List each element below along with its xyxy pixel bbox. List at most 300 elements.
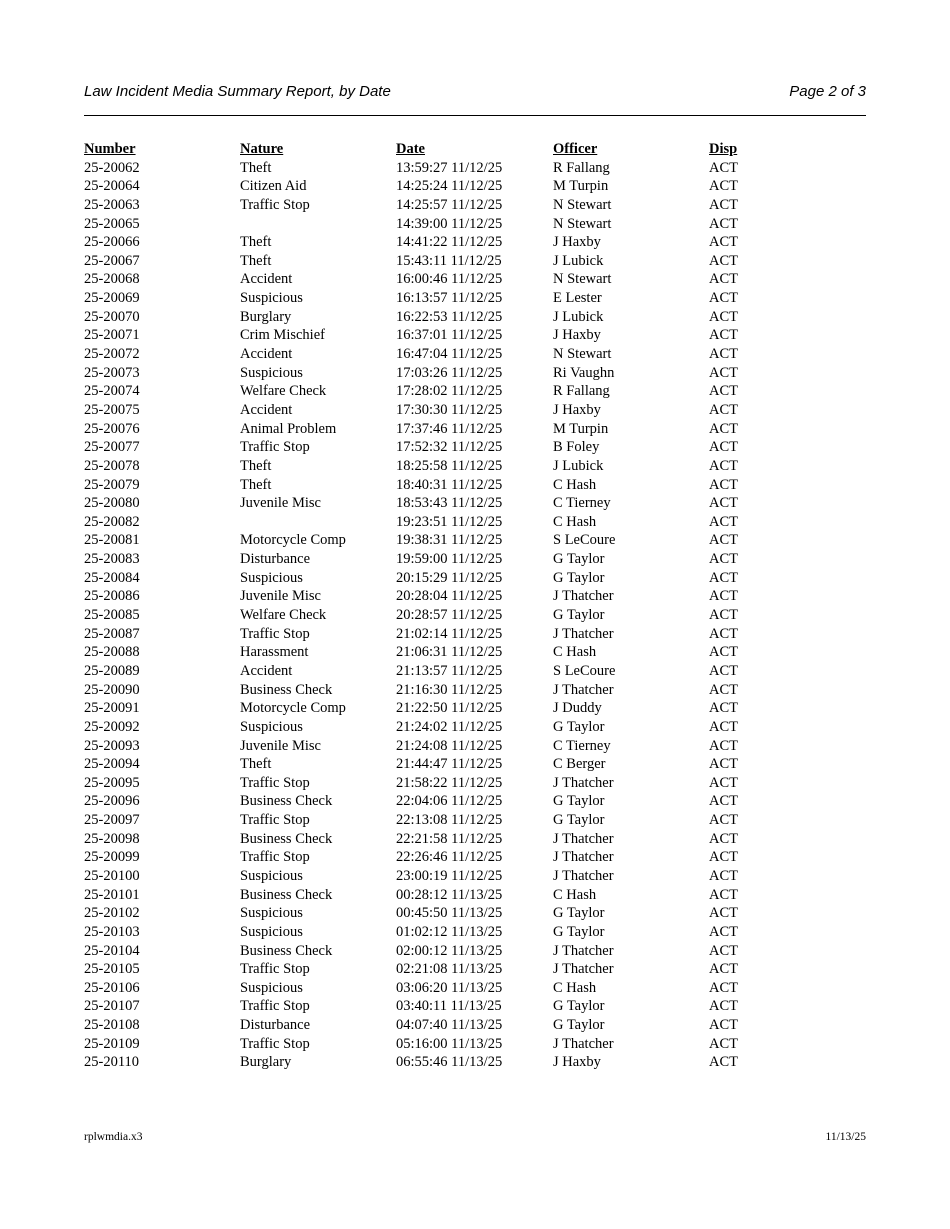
cell-disp: ACT (709, 774, 738, 791)
cell-date: 02:00:12 11/13/25 (396, 942, 503, 959)
cell-number: 25-20079 (84, 476, 140, 493)
table-row (84, 457, 884, 476)
cell-officer: G Taylor (553, 923, 605, 940)
cell-disp: ACT (709, 1054, 738, 1071)
cell-date: 14:25:57 11/12/25 (396, 196, 503, 213)
cell-date: 17:30:30 11/12/25 (396, 401, 503, 418)
cell-nature: Burglary (240, 308, 292, 325)
cell-date: 05:16:00 11/13/25 (396, 1035, 503, 1052)
cell-nature: Motorcycle Comp (240, 532, 346, 549)
cell-nature: Suspicious (240, 923, 303, 940)
cell-date: 21:24:02 11/12/25 (396, 718, 503, 735)
table-row (84, 923, 884, 942)
cell-officer: M Turpin (553, 178, 609, 195)
cell-nature: Suspicious (240, 905, 303, 922)
cell-number: 25-20063 (84, 196, 140, 213)
column-header-date: Date (396, 141, 425, 157)
cell-nature: Disturbance (240, 551, 311, 568)
table-row (84, 382, 884, 401)
cell-date: 01:02:12 11/13/25 (396, 923, 503, 940)
table-row (84, 513, 884, 532)
cell-disp: ACT (709, 979, 738, 996)
cell-date: 16:47:04 11/12/25 (396, 346, 503, 363)
cell-nature: Accident (240, 401, 293, 418)
cell-nature: Burglary (240, 1054, 292, 1071)
cell-date: 21:22:50 11/12/25 (396, 700, 503, 717)
cell-number: 25-20088 (84, 644, 140, 661)
cell-date: 14:25:24 11/12/25 (396, 178, 503, 195)
table-row (84, 737, 884, 756)
cell-nature: Juvenile Misc (240, 495, 321, 512)
cell-disp: ACT (709, 867, 738, 884)
cell-disp: ACT (709, 308, 738, 325)
report-title: Law Incident Media Summary Report, by Date (84, 83, 391, 100)
cell-number: 25-20068 (84, 271, 140, 288)
cell-officer: J Lubick (553, 308, 604, 325)
cell-disp: ACT (709, 849, 738, 866)
cell-number: 25-20072 (84, 346, 140, 363)
cell-officer: J Thatcher (553, 588, 614, 605)
cell-disp: ACT (709, 905, 738, 922)
cell-nature: Crim Mischief (240, 327, 325, 344)
incident-table (84, 140, 884, 1072)
cell-number: 25-20086 (84, 588, 140, 605)
cell-nature: Traffic Stop (240, 812, 310, 829)
cell-nature: Welfare Check (240, 383, 327, 400)
table-row (84, 848, 884, 867)
table-row (84, 345, 884, 364)
cell-disp: ACT (709, 290, 738, 307)
cell-date: 06:55:46 11/13/25 (396, 1054, 503, 1071)
cell-date: 21:24:08 11/12/25 (396, 737, 503, 754)
cell-officer: C Hash (553, 513, 597, 530)
cell-disp: ACT (709, 737, 738, 754)
cell-disp: ACT (709, 607, 738, 624)
cell-nature: Welfare Check (240, 607, 327, 624)
cell-disp: ACT (709, 569, 738, 586)
cell-disp: ACT (709, 346, 738, 363)
cell-officer: J Haxby (553, 401, 601, 418)
cell-officer: N Stewart (553, 215, 612, 232)
cell-date: 17:52:32 11/12/25 (396, 439, 503, 456)
cell-date: 21:16:30 11/12/25 (396, 681, 503, 698)
cell-number: 25-20106 (84, 979, 140, 996)
cell-officer: N Stewart (553, 196, 612, 213)
cell-number: 25-20098 (84, 830, 140, 847)
table-row (84, 979, 884, 998)
table-row (84, 1035, 884, 1054)
cell-number: 25-20092 (84, 718, 140, 735)
cell-number: 25-20103 (84, 923, 140, 940)
cell-disp: ACT (709, 644, 738, 661)
cell-officer: J Haxby (553, 327, 601, 344)
cell-date: 17:37:46 11/12/25 (396, 420, 503, 437)
cell-officer: C Hash (553, 476, 597, 493)
cell-nature: Suspicious (240, 718, 303, 735)
cell-number: 25-20093 (84, 737, 140, 754)
cell-officer: G Taylor (553, 1017, 605, 1034)
table-row (84, 942, 884, 961)
cell-nature: Theft (240, 234, 272, 251)
cell-disp: ACT (709, 625, 738, 642)
table-row (84, 811, 884, 830)
cell-date: 16:13:57 11/12/25 (396, 290, 503, 307)
cell-number: 25-20073 (84, 364, 140, 381)
table-row (84, 755, 884, 774)
cell-date: 16:37:01 11/12/25 (396, 327, 503, 344)
cell-disp: ACT (709, 495, 738, 512)
cell-officer: G Taylor (553, 998, 605, 1015)
cell-nature: Traffic Stop (240, 998, 310, 1015)
cell-disp: ACT (709, 439, 738, 456)
table-row (84, 1053, 884, 1072)
cell-officer: J Thatcher (553, 681, 614, 698)
cell-date: 23:00:19 11/12/25 (396, 867, 503, 884)
cell-disp: ACT (709, 159, 738, 176)
cell-date: 17:28:02 11/12/25 (396, 383, 503, 400)
cell-disp: ACT (709, 383, 738, 400)
cell-officer: C Tierney (553, 737, 611, 754)
cell-number: 25-20089 (84, 662, 140, 679)
cell-disp: ACT (709, 252, 738, 269)
cell-number: 25-20062 (84, 159, 140, 176)
table-row (84, 718, 884, 737)
cell-number: 25-20091 (84, 700, 140, 717)
cell-officer: J Thatcher (553, 961, 614, 978)
cell-nature: Juvenile Misc (240, 588, 321, 605)
cell-officer: J Thatcher (553, 942, 614, 959)
cell-disp: ACT (709, 812, 738, 829)
cell-number: 25-20101 (84, 886, 140, 903)
cell-number: 25-20074 (84, 383, 140, 400)
cell-officer: R Fallang (553, 159, 610, 176)
footer-print-date: 11/13/25 (825, 1131, 866, 1143)
cell-date: 22:13:08 11/12/25 (396, 812, 503, 829)
table-row (84, 681, 884, 700)
cell-number: 25-20095 (84, 774, 140, 791)
cell-officer: G Taylor (553, 569, 605, 586)
table-row (84, 867, 884, 886)
cell-officer: J Lubick (553, 252, 604, 269)
cell-disp: ACT (709, 1035, 738, 1052)
table-header-row (84, 140, 884, 159)
report-header (84, 83, 866, 101)
cell-disp: ACT (709, 718, 738, 735)
cell-nature: Business Check (240, 942, 333, 959)
footer-report-code: rplwmdia.x3 (84, 1131, 143, 1143)
cell-date: 02:21:08 11/13/25 (396, 961, 503, 978)
table-row (84, 438, 884, 457)
cell-disp: ACT (709, 681, 738, 698)
cell-date: 14:39:00 11/12/25 (396, 215, 503, 232)
cell-officer: J Lubick (553, 457, 604, 474)
table-row (84, 476, 884, 495)
cell-number: 25-20081 (84, 532, 140, 549)
table-row (84, 252, 884, 271)
table-row (84, 233, 884, 252)
cell-disp: ACT (709, 961, 738, 978)
cell-disp: ACT (709, 923, 738, 940)
cell-nature: Suspicious (240, 867, 303, 884)
table-row (84, 904, 884, 923)
cell-officer: J Haxby (553, 1054, 601, 1071)
table-row (84, 606, 884, 625)
table-row (84, 159, 884, 178)
cell-disp: ACT (709, 793, 738, 810)
cell-number: 25-20080 (84, 495, 140, 512)
cell-officer: C Hash (553, 979, 597, 996)
cell-number: 25-20076 (84, 420, 140, 437)
cell-number: 25-20065 (84, 215, 140, 232)
cell-number: 25-20078 (84, 457, 140, 474)
cell-nature: Business Check (240, 681, 333, 698)
table-row (84, 625, 884, 644)
cell-nature: Business Check (240, 830, 333, 847)
cell-date: 16:00:46 11/12/25 (396, 271, 503, 288)
table-row (84, 196, 884, 215)
cell-nature: Accident (240, 662, 293, 679)
column-header-disp: Disp (709, 141, 738, 157)
cell-officer: J Haxby (553, 234, 601, 251)
cell-date: 00:28:12 11/13/25 (396, 886, 503, 903)
cell-officer: J Thatcher (553, 867, 614, 884)
cell-number: 25-20064 (84, 178, 140, 195)
cell-disp: ACT (709, 551, 738, 568)
cell-disp: ACT (709, 420, 738, 437)
cell-number: 25-20084 (84, 569, 140, 586)
header-divider (84, 115, 866, 116)
table-row (84, 308, 884, 327)
cell-nature: Theft (240, 476, 272, 493)
cell-disp: ACT (709, 196, 738, 213)
cell-number: 25-20090 (84, 681, 140, 698)
cell-nature: Suspicious (240, 364, 303, 381)
cell-disp: ACT (709, 886, 738, 903)
cell-date: 03:06:20 11/13/25 (396, 979, 503, 996)
cell-date: 20:15:29 11/12/25 (396, 569, 503, 586)
cell-disp: ACT (709, 830, 738, 847)
cell-officer: G Taylor (553, 812, 605, 829)
cell-date: 20:28:04 11/12/25 (396, 588, 503, 605)
cell-disp: ACT (709, 215, 738, 232)
cell-disp: ACT (709, 662, 738, 679)
cell-nature: Suspicious (240, 569, 303, 586)
cell-disp: ACT (709, 271, 738, 288)
cell-nature: Business Check (240, 886, 333, 903)
table-row (84, 270, 884, 289)
cell-disp: ACT (709, 588, 738, 605)
table-row (84, 569, 884, 588)
cell-date: 16:22:53 11/12/25 (396, 308, 503, 325)
cell-date: 15:43:11 11/12/25 (396, 252, 502, 269)
table-row (84, 792, 884, 811)
table-row (84, 643, 884, 662)
cell-number: 25-20100 (84, 867, 140, 884)
cell-date: 21:02:14 11/12/25 (396, 625, 503, 642)
cell-date: 19:59:00 11/12/25 (396, 551, 503, 568)
cell-date: 04:07:40 11/13/25 (396, 1017, 503, 1034)
cell-officer: C Hash (553, 886, 597, 903)
cell-number: 25-20107 (84, 998, 140, 1015)
cell-nature: Traffic Stop (240, 625, 310, 642)
cell-number: 25-20105 (84, 961, 140, 978)
cell-nature: Accident (240, 271, 293, 288)
cell-officer: N Stewart (553, 346, 612, 363)
cell-nature: Theft (240, 159, 272, 176)
cell-officer: C Hash (553, 644, 597, 661)
table-row (84, 550, 884, 569)
cell-disp: ACT (709, 532, 738, 549)
cell-disp: ACT (709, 178, 738, 195)
cell-disp: ACT (709, 364, 738, 381)
cell-date: 18:25:58 11/12/25 (396, 457, 503, 474)
cell-disp: ACT (709, 756, 738, 773)
cell-number: 25-20097 (84, 812, 140, 829)
cell-number: 25-20067 (84, 252, 140, 269)
cell-date: 20:28:57 11/12/25 (396, 607, 503, 624)
table-row (84, 662, 884, 681)
cell-officer: J Thatcher (553, 774, 614, 791)
cell-officer: S LeCoure (553, 662, 616, 679)
cell-disp: ACT (709, 998, 738, 1015)
table-row (84, 1016, 884, 1035)
cell-nature: Motorcycle Comp (240, 700, 346, 717)
cell-date: 21:13:57 11/12/25 (396, 662, 503, 679)
cell-nature: Theft (240, 252, 272, 269)
cell-disp: ACT (709, 401, 738, 418)
table-row (84, 587, 884, 606)
table-row (84, 774, 884, 793)
cell-officer: B Foley (553, 439, 600, 456)
table-row (84, 699, 884, 718)
table-row (84, 997, 884, 1016)
cell-nature: Harassment (240, 644, 309, 661)
table-row (84, 830, 884, 849)
cell-officer: J Duddy (553, 700, 602, 717)
cell-disp: ACT (709, 476, 738, 493)
cell-disp: ACT (709, 942, 738, 959)
cell-date: 18:53:43 11/12/25 (396, 495, 503, 512)
cell-date: 03:40:11 11/13/25 (396, 998, 502, 1015)
cell-officer: G Taylor (553, 607, 605, 624)
cell-disp: ACT (709, 234, 738, 251)
table-row (84, 886, 884, 905)
cell-number: 25-20077 (84, 439, 140, 456)
cell-nature: Traffic Stop (240, 961, 310, 978)
cell-officer: J Thatcher (553, 849, 614, 866)
table-row (84, 401, 884, 420)
cell-date: 18:40:31 11/12/25 (396, 476, 503, 493)
cell-number: 25-20110 (84, 1054, 140, 1071)
cell-officer: S LeCoure (553, 532, 616, 549)
cell-number: 25-20102 (84, 905, 140, 922)
cell-disp: ACT (709, 1017, 738, 1034)
table-row (84, 531, 884, 550)
cell-date: 14:41:22 11/12/25 (396, 234, 503, 251)
cell-nature: Traffic Stop (240, 1035, 310, 1052)
cell-disp: ACT (709, 513, 738, 530)
table-row (84, 215, 884, 234)
page-indicator: Page 2 of 3 (789, 83, 866, 100)
cell-date: 19:38:31 11/12/25 (396, 532, 503, 549)
cell-number: 25-20109 (84, 1035, 140, 1052)
cell-officer: M Turpin (553, 420, 609, 437)
cell-date: 19:23:51 11/12/25 (396, 513, 503, 530)
cell-officer: G Taylor (553, 905, 605, 922)
cell-nature: Animal Problem (240, 420, 337, 437)
cell-number: 25-20104 (84, 942, 140, 959)
cell-number: 25-20085 (84, 607, 140, 624)
cell-nature: Disturbance (240, 1017, 311, 1034)
cell-number: 25-20075 (84, 401, 140, 418)
column-header-nature: Nature (240, 141, 284, 157)
cell-officer: E Lester (553, 290, 602, 307)
table-row (84, 364, 884, 383)
cell-date: 17:03:26 11/12/25 (396, 364, 503, 381)
table-row (84, 960, 884, 979)
cell-date: 21:06:31 11/12/25 (396, 644, 503, 661)
cell-number: 25-20066 (84, 234, 140, 251)
cell-number: 25-20082 (84, 513, 140, 530)
table-row (84, 326, 884, 345)
cell-number: 25-20099 (84, 849, 140, 866)
cell-date: 22:26:46 11/12/25 (396, 849, 503, 866)
cell-nature: Citizen Aid (240, 178, 307, 195)
cell-officer: G Taylor (553, 551, 605, 568)
cell-number: 25-20096 (84, 793, 140, 810)
cell-number: 25-20071 (84, 327, 140, 344)
cell-officer: Ri Vaughn (553, 364, 615, 381)
cell-nature: Traffic Stop (240, 849, 310, 866)
cell-officer: N Stewart (553, 271, 612, 288)
cell-disp: ACT (709, 457, 738, 474)
cell-number: 25-20083 (84, 551, 140, 568)
cell-officer: J Thatcher (553, 1035, 614, 1052)
cell-nature: Traffic Stop (240, 196, 310, 213)
cell-officer: C Tierney (553, 495, 611, 512)
cell-date: 13:59:27 11/12/25 (396, 159, 503, 176)
cell-nature: Theft (240, 756, 272, 773)
column-header-number: Number (84, 141, 136, 157)
cell-officer: J Thatcher (553, 830, 614, 847)
cell-officer: G Taylor (553, 793, 605, 810)
cell-disp: ACT (709, 327, 738, 344)
cell-date: 22:04:06 11/12/25 (396, 793, 503, 810)
cell-officer: G Taylor (553, 718, 605, 735)
cell-number: 25-20069 (84, 290, 140, 307)
cell-nature: Business Check (240, 793, 333, 810)
table-row (84, 177, 884, 196)
cell-date: 00:45:50 11/13/25 (396, 905, 503, 922)
cell-nature: Juvenile Misc (240, 737, 321, 754)
cell-number: 25-20094 (84, 756, 140, 773)
cell-nature: Suspicious (240, 290, 303, 307)
cell-nature: Suspicious (240, 979, 303, 996)
cell-nature: Theft (240, 457, 272, 474)
cell-number: 25-20087 (84, 625, 140, 642)
cell-date: 21:58:22 11/12/25 (396, 774, 503, 791)
cell-number: 25-20070 (84, 308, 140, 325)
cell-date: 22:21:58 11/12/25 (396, 830, 503, 847)
cell-nature: Accident (240, 346, 293, 363)
cell-number: 25-20108 (84, 1017, 140, 1034)
cell-officer: J Thatcher (553, 625, 614, 642)
cell-nature: Traffic Stop (240, 774, 310, 791)
cell-nature: Traffic Stop (240, 439, 310, 456)
table-row (84, 289, 884, 308)
cell-disp: ACT (709, 700, 738, 717)
cell-officer: C Berger (553, 756, 606, 773)
